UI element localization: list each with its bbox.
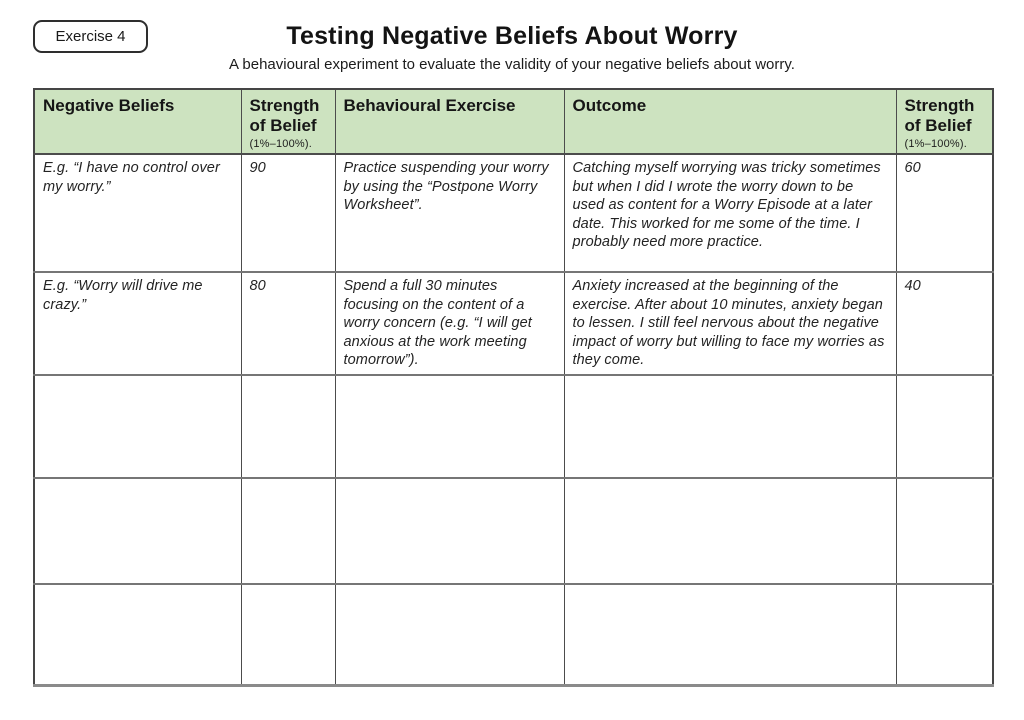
col-header-negative-beliefs xyxy=(34,89,241,154)
col-header-sublabel: (1%–100%). xyxy=(249,137,313,150)
cell-strength-before xyxy=(241,375,335,478)
table-header-row xyxy=(34,89,993,154)
cell-outcome: Catching myself worrying was tricky sometimes but when I did I wrote the worry down to be used as content for a Worry Episode at a later date. This worked for me some of the time. I probably need more practice. xyxy=(564,154,896,272)
cell-outcome xyxy=(564,478,896,584)
col-header-strength-after xyxy=(896,89,993,154)
col-header-sublabel: (1%–100%). xyxy=(904,137,968,150)
cell-strength-after xyxy=(896,375,993,478)
cell-strength-before: 90 xyxy=(241,154,335,272)
worksheet-table xyxy=(33,88,994,687)
col-header-strength-before xyxy=(241,89,335,154)
table-row xyxy=(34,478,993,584)
col-header-label: Behavioural Exercise xyxy=(343,96,516,115)
cell-negative-belief: E.g. “Worry will drive me crazy.” xyxy=(34,272,241,375)
table-row xyxy=(34,584,993,686)
cell-negative-belief xyxy=(34,375,241,478)
page-title: Testing Negative Beliefs About Worry xyxy=(286,22,738,50)
exercise-badge-label: Exercise 4 xyxy=(55,28,126,45)
col-header-label: Outcome xyxy=(572,96,647,115)
col-header-label: Strength of Belief xyxy=(904,96,975,136)
cell-negative-belief xyxy=(34,478,241,584)
cell-behavioural-exercise xyxy=(335,375,564,478)
cell-strength-after: 60 xyxy=(896,154,993,272)
cell-behavioural-exercise: Spend a full 30 minutes focusing on the content of a worry concern (e.g. “I will get anxious at the work meeting tomorrow”). xyxy=(335,272,564,375)
col-header-outcome xyxy=(564,89,896,154)
table-row xyxy=(34,272,993,375)
cell-behavioural-exercise xyxy=(335,478,564,584)
cell-negative-belief xyxy=(34,584,241,686)
cell-outcome: Anxiety increased at the beginning of the exercise. After about 10 minutes, anxiety began to lessen. I still feel nervous about the negative impact of worry but willing to face my worries as they come. xyxy=(564,272,896,375)
cell-negative-belief: E.g. “I have no control over my worry.” xyxy=(34,154,241,272)
cell-strength-before xyxy=(241,584,335,686)
cell-strength-after xyxy=(896,478,993,584)
cell-behavioural-exercise xyxy=(335,584,564,686)
col-header-behavioural-exercise xyxy=(335,89,564,154)
cell-strength-after: 40 xyxy=(896,272,993,375)
cell-outcome xyxy=(564,584,896,686)
cell-strength-before: 80 xyxy=(241,272,335,375)
page-subtitle: A behavioural experiment to evaluate the validity of your negative beliefs about worry. xyxy=(229,56,795,73)
col-header-label: Negative Beliefs xyxy=(43,96,175,115)
table-row xyxy=(34,154,993,272)
cell-outcome xyxy=(564,375,896,478)
cell-behavioural-exercise: Practice suspending your worry by using the “Postpone Worry Worksheet”. xyxy=(335,154,564,272)
col-header-label: Strength of Belief xyxy=(249,96,320,136)
cell-strength-before xyxy=(241,478,335,584)
cell-strength-after xyxy=(896,584,993,686)
table-row xyxy=(34,375,993,478)
